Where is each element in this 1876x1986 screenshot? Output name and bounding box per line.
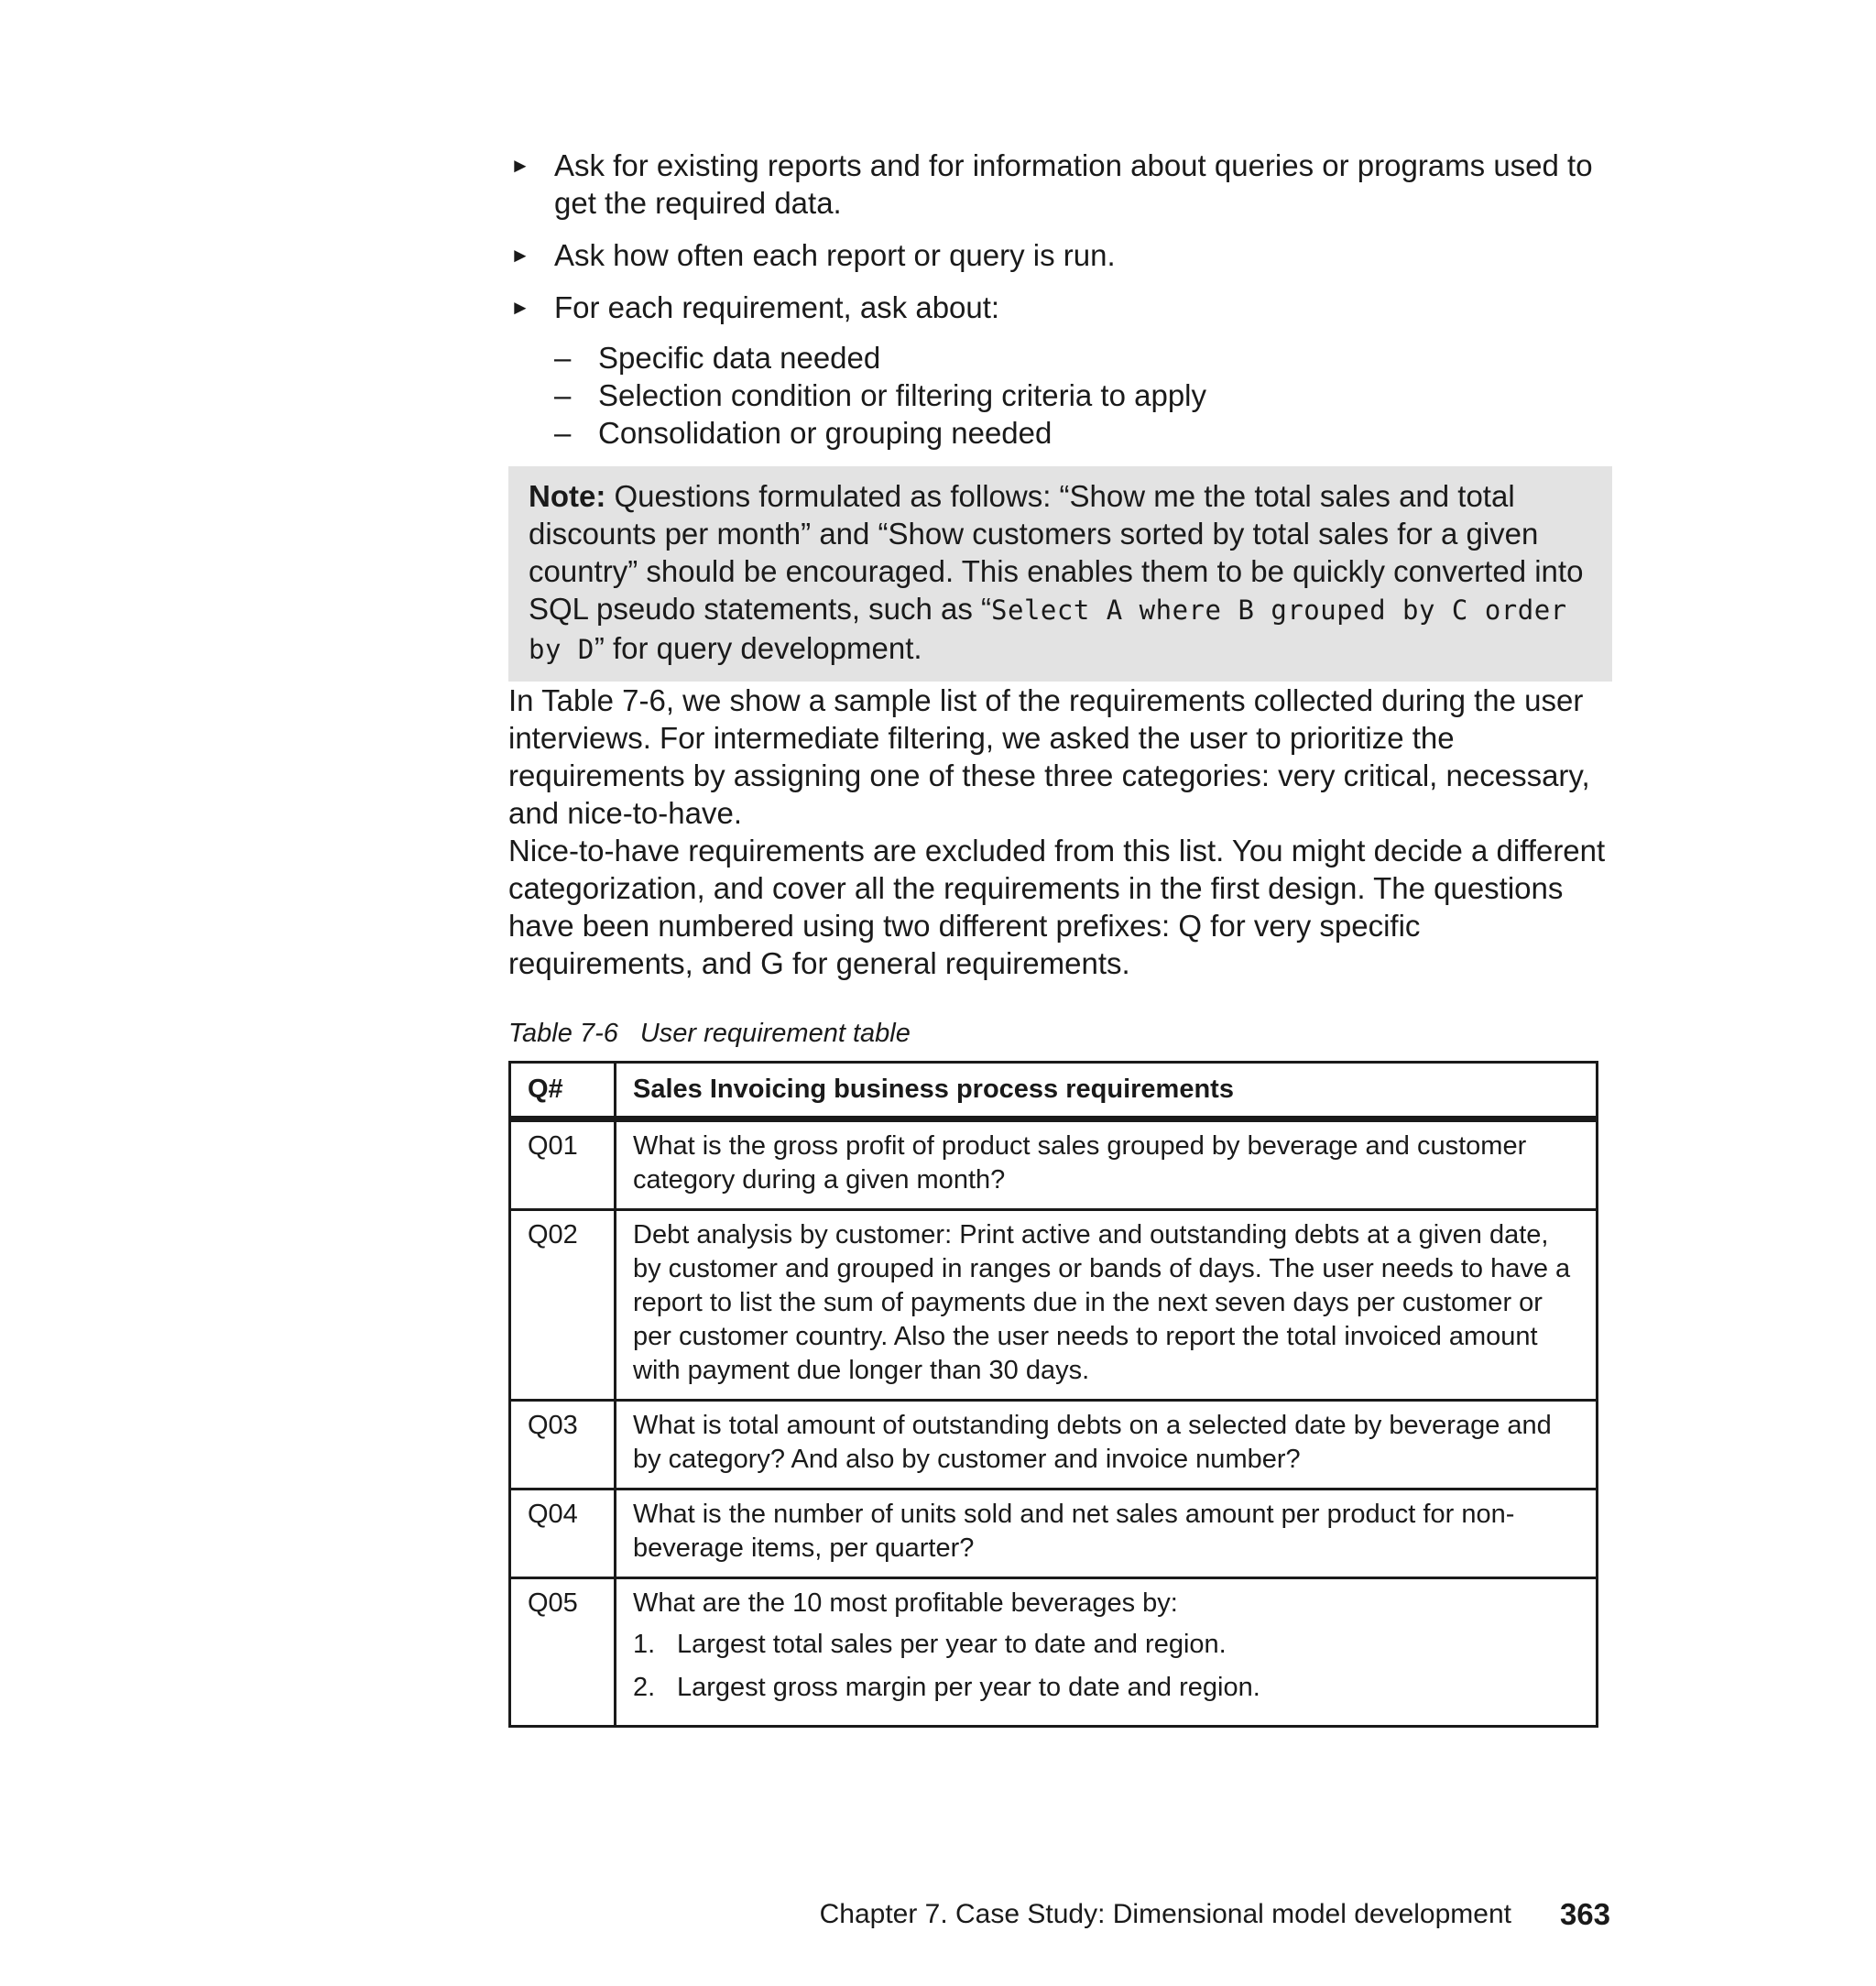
footer-chapter: Chapter 7. Case Study: Dimensional model development <box>819 1899 1511 1929</box>
note-code: Select A where B grouped by C order by D <box>529 595 1567 665</box>
requirements-table <box>508 1061 1598 1728</box>
note-label: Note: <box>529 479 606 513</box>
dash-icon: – <box>554 416 572 450</box>
page-content <box>508 147 1612 1728</box>
note-box <box>508 466 1612 682</box>
row-cell <box>616 1578 1598 1727</box>
sub-list-item: – Specific data needed <box>554 341 881 375</box>
bullet-text: Ask how often each report or query is run. <box>554 238 1116 272</box>
table-row <box>510 1119 1598 1210</box>
sub-list-item: – Consolidation or grouping needed <box>554 416 1053 450</box>
bullet-triangle-icon: ► <box>510 296 530 319</box>
dash-icon: – <box>554 341 572 375</box>
row-text: What is total amount of outstanding debts on a selected date by beverage and by category? And also by customer and invoice number? <box>616 1401 1598 1490</box>
caption-title: User requirement table <box>639 1019 911 1048</box>
bullet-item <box>508 147 1612 222</box>
numbered-item: 1. Largest total sales per year to date and region. <box>633 1630 1227 1659</box>
row-id: Q03 <box>510 1401 616 1490</box>
sub-list-item: – Selection condition or filtering criteria to apply <box>554 378 1207 412</box>
bullet-item <box>508 289 1612 452</box>
dash-icon: – <box>554 378 572 412</box>
bullet-list <box>508 147 1612 452</box>
bullet-triangle-icon: ► <box>510 154 530 177</box>
row-id: Q02 <box>510 1210 616 1401</box>
bullet-text: For each requirement, ask about: <box>554 290 1000 324</box>
numbered-item: 2. Largest gross margin per year to date and region. <box>633 1673 1260 1702</box>
sub-list <box>554 339 1612 452</box>
row-text: Debt analysis by customer: Print active and outstanding debts at a given date, by customer and grouped in ranges or bands of days. The user needs to have a report to list the sum of payments due in the next seven days per customer or per customer country. Also the user needs to report the total invoiced amount with payment due longer than 30 days. <box>616 1210 1598 1401</box>
row-text: What are the 10 most profitable beverages by: <box>633 1588 1178 1618</box>
note-text: Questions formulated as follows: “Show me the total sales and total discounts per month” and “Show customers sorted by total sales for a given country” should be encouraged. This enables them to be quickly converted into SQL pseudo statements, such as “ <box>529 479 1584 626</box>
column-header: Sales Invoicing business process requirements <box>616 1063 1598 1119</box>
note-text-end: ” for query development. <box>594 631 922 665</box>
row-id: Q04 <box>510 1490 616 1578</box>
bullet-triangle-icon: ► <box>510 244 530 267</box>
caption-label: Table 7-6 <box>508 1019 618 1048</box>
table-row <box>510 1578 1598 1727</box>
table-caption <box>508 1017 1612 1050</box>
bullet-text: Ask for existing reports and for information about queries or programs used to get the required data. <box>554 148 1593 220</box>
row-text: What is the number of units sold and net sales amount per product for non-beverage items, per quarter? <box>616 1490 1598 1578</box>
page-number: 363 <box>1559 1897 1610 1931</box>
table-row <box>510 1401 1598 1490</box>
table-row <box>510 1490 1598 1578</box>
numbered-list <box>633 1628 1579 1705</box>
row-id: Q01 <box>510 1119 616 1210</box>
table-row <box>510 1210 1598 1401</box>
paragraph: Nice-to-have requirements are excluded from this list. You might decide a different categorization, and cover all the requirements in the first design. The questions have been numbered using two different prefixes: Q for very specific requirements, and G for general requirements. <box>508 834 1606 980</box>
row-text: What is the gross profit of product sales grouped by beverage and customer category during a given month? <box>616 1119 1598 1210</box>
bullet-item <box>508 236 1612 274</box>
table-header-row <box>510 1063 1598 1119</box>
row-id: Q05 <box>510 1578 616 1727</box>
column-header: Q# <box>510 1063 616 1119</box>
paragraph: In Table 7-6, we show a sample list of the requirements collected during the user interviews. For intermediate filtering, we asked the user to prioritize the requirements by assigning one of these three categories: very critical, necessary, and nice-to-have. <box>508 683 1590 830</box>
